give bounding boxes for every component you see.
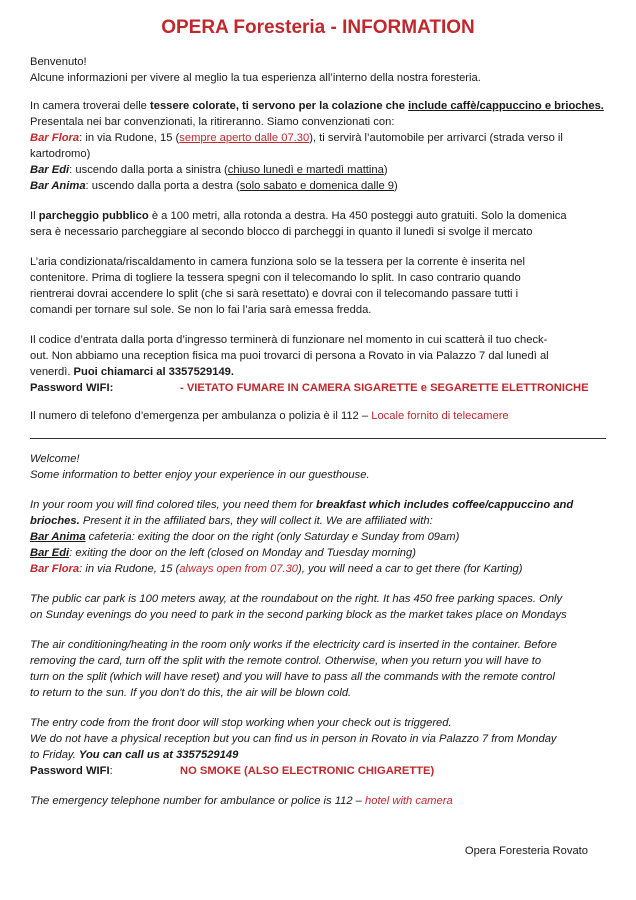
it-code-line-1: Il codice d’entrata dalla porta d’ingresso terminerà di funzionare nel momento in cui scatterà il tuo check- (30, 334, 548, 346)
it-bar-anima: Bar Anima: uscendo dalla porta a destra (solo sabato e domenica dalle 9) (30, 180, 398, 192)
it-parking-line-1: Il parcheggio pubblico è a 100 metri, alla rotonda a destra. Ha 450 posteggi auto gratuiti. Solo la domenica (30, 210, 567, 222)
en-code-line-1: The entry code from the front door will stop working when your check out is triggered. (30, 717, 452, 729)
en-room-line-2: brioches. Present it in the affiliated bars, they will collect it. We are affiliated with: (30, 515, 433, 527)
en-parking-line-1: The public car park is 100 meters away, at the roundabout on the right. It has 450 free parking spaces. Only (30, 593, 563, 605)
en-bar-anima: Bar Anima cafeteria: exiting the door on the right (only Saturday e Sunday from 09am) (30, 531, 460, 543)
en-parking-line-2: on Sunday evenings do you need to park in the second parking block as the market takes place on Mondays (30, 609, 567, 621)
italian-section (30, 54, 606, 424)
en-wifi-line (30, 763, 606, 779)
it-bar-flora: Bar Flora: in via Rudone, 15 (sempre aperto dalle 07.30), ti servirà l’automobile per arrivarci (strada verso il (30, 132, 563, 144)
it-ac-line-3: rientrerai dovrai accendere lo split (che si sarà resettato) e dovrai con il telecomando passare tutti i (30, 288, 519, 300)
en-emergency-line: The emergency telephone number for ambulance or police is 112 – hotel with camera (30, 795, 453, 807)
it-parking-line-2: sera è necessario parcheggiare al secondo blocco di parcheggi in quanto il lunedì si svolge il mercato (30, 226, 533, 238)
signature: Opera Foresteria Rovato (464, 845, 588, 857)
it-ac-line-4: comandi per tornare sul sole. Se non lo fai l’aria sarà emessa fredda. (30, 304, 372, 316)
it-code-line-2: out. Non abbiamo una reception fisica ma puoi trovarci di persona a Rovato in via Palazzo 7 dal lunedì al (30, 350, 549, 362)
en-ac-line-3: turn on the split (which will have reset) and you will have to pass all the commands with the remote control (30, 671, 555, 683)
en-ac-line-1: The air conditioning/heating in the room only works if the electricity card is inserted in the container. Before (30, 639, 557, 651)
it-bar-flora-cont: kartodromo) (30, 148, 91, 160)
en-intro: Some information to better enjoy your experience in our guesthouse. (30, 469, 370, 481)
it-code-line-3: venerdì. Puoi chiamarci al 3357529149. (30, 366, 235, 378)
it-intro: Alcune informazioni per vivere al meglio la tua esperienza all’interno della nostra foresteria. (30, 72, 481, 84)
en-welcome: Welcome! (30, 453, 80, 465)
it-no-smoke: - VIETATO FUMARE IN CAMERA SIGARETTE e SEGARETTE ELETTRONICHE (180, 382, 589, 394)
it-ac-line-2: contenitore. Prima di togliere la tessera spegni con il telecomando lo split. In caso contrario quando (30, 272, 521, 284)
it-wifi-label: Password WIFI: (30, 382, 114, 394)
it-wifi-line (30, 380, 606, 396)
en-wifi-label: Password WIFI: (30, 765, 113, 777)
it-room-line-1: In camera troverai delle tessere colorate, ti servono per la colazione che include caffè/cappuccino e brioches. (30, 100, 604, 112)
it-bar-edi: Bar Edi: uscendo dalla porta a sinistra (chiuso lunedì e martedì mattina) (30, 164, 388, 176)
it-room-line-2: Presentala nei bar convenzionati, la ritireranno. Siamo convenzionati con: (30, 116, 395, 128)
en-ac-line-4: to return to the sun. If you don't do this, the air will be blown cold. (30, 687, 352, 699)
english-section (30, 451, 606, 809)
section-divider (30, 438, 606, 439)
en-no-smoke: NO SMOKE (ALSO ELECTRONIC CHIGARETTE) (180, 765, 435, 777)
en-code-line-3: to Friday. You can call us at 3357529149 (30, 749, 239, 761)
en-bar-edi: Bar Edi: exiting the door on the left (closed on Monday and Tuesday morning) (30, 547, 416, 559)
it-emergency-line: Il numero di telefono d’emergenza per ambulanza o polizia è il 112 – Locale fornito di telecamere (30, 410, 509, 422)
en-room-line-1: In your room you will find colored tiles, you need them for breakfast which includes coffee/cappuccino and (30, 499, 574, 511)
page-title: OPERA Foresteria - INFORMATION (161, 17, 475, 38)
it-ac-line-1: L’aria condizionata/riscaldamento in camera funziona solo se la tessera per la corrente è inserita nel (30, 256, 526, 268)
it-welcome: Benvenuto! (30, 56, 87, 68)
en-code-line-2: We do not have a physical reception but you can find us in person in Rovato in via Palazzo 7 from Monday (30, 733, 557, 745)
en-ac-line-2: removing the card, turn off the split with the remote control. Otherwise, when you return you will have to (30, 655, 542, 667)
en-bar-flora: Bar Flora: in via Rudone, 15 (always open from 07.30), you will need a car to get there (for Karting) (30, 563, 523, 575)
